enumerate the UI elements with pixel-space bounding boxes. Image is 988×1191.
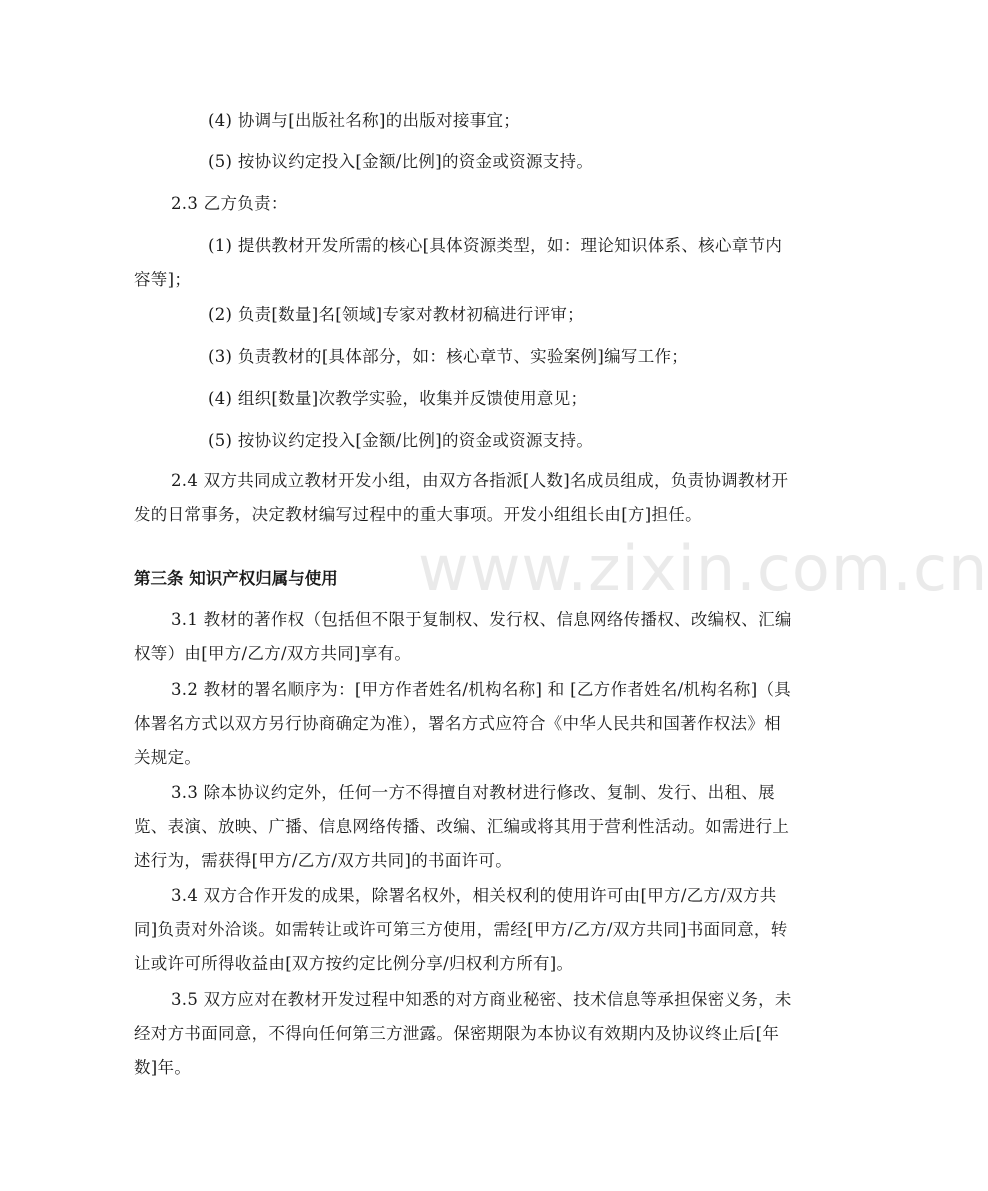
clause-3-5: 3.5 双方应对在教材开发过程中知悉的对方商业秘密、技术信息等承担保密义务，未经对方书面同意，不得向任何第三方泄露。保密期限为本协议有效期内及协议终止后[年数]年。 — [134, 990, 792, 1077]
clause-2-4: 2.4 双方共同成立教材开发小组，由双方各指派[人数]名成员组成，负责协调教材开发的日常事务，决定教材编写过程中的重大事项。开发小组组长由[方]担任。 — [134, 471, 789, 524]
watermark: www.zixin.com.cn — [418, 532, 988, 605]
clause-3-2: 3.2 教材的署名顺序为：[甲方作者姓名/机构名称] 和 [乙方作者姓名/机构名称]（具体署名方式以双方另行协商确定为准），署名方式应符合《中华人民共和国著作权法》相关规定。 — [134, 680, 792, 767]
clause-2-2-item-4: (4) 协调与[出版社名称]的出版对接事宜； — [208, 111, 521, 130]
clause-2-3-item-1: (1) 提供教材开发所需的核心[具体资源类型，如：理论知识体系、核心章节内容等]； — [134, 236, 783, 289]
clause-2-3-title: 2.3 乙方负责： — [171, 194, 288, 213]
clause-2-3-item-2: (2) 负责[数量]名[领域]专家对教材初稿进行评审； — [208, 305, 584, 324]
clause-2-3-item-5: (5) 按协议约定投入[金额/比例]的资金或资源支持。 — [208, 431, 594, 450]
clause-2-3-item-3: (3) 负责教材的[具体部分，如：核心章节、实验案例]编写工作； — [208, 347, 689, 366]
clause-3-4: 3.4 双方合作开发的成果，除署名权外，相关权利的使用许可由[甲方/乙方/双方共同]负责对外洽谈。如需转让或许可第三方使用，需经[甲方/乙方/双方共同]书面同意，转让或许可所得收益由[双方按约定比例分享/归权利方所有]。 — [134, 886, 788, 973]
clause-3-1: 3.1 教材的著作权（包括但不限于复制权、发行权、信息网络传播权、改编权、汇编权等）由[甲方/乙方/双方共同]享有。 — [134, 610, 792, 663]
clause-2-2-item-5: (5) 按协议约定投入[金额/比例]的资金或资源支持。 — [208, 152, 594, 171]
clause-2-3-item-4: (4) 组织[数量]次教学实验，收集并反馈使用意见； — [208, 389, 588, 408]
section-3-heading: 第三条 知识产权归属与使用 — [134, 569, 338, 588]
clause-3-3: 3.3 除本协议约定外，任何一方不得擅自对教材进行修改、复制、发行、出租、展览、表演、放映、广播、信息网络传播、改编、汇编或将其用于营利性活动。如需进行上述行为，需获得[甲方/乙方/双方共同]的书面许可。 — [134, 783, 790, 870]
